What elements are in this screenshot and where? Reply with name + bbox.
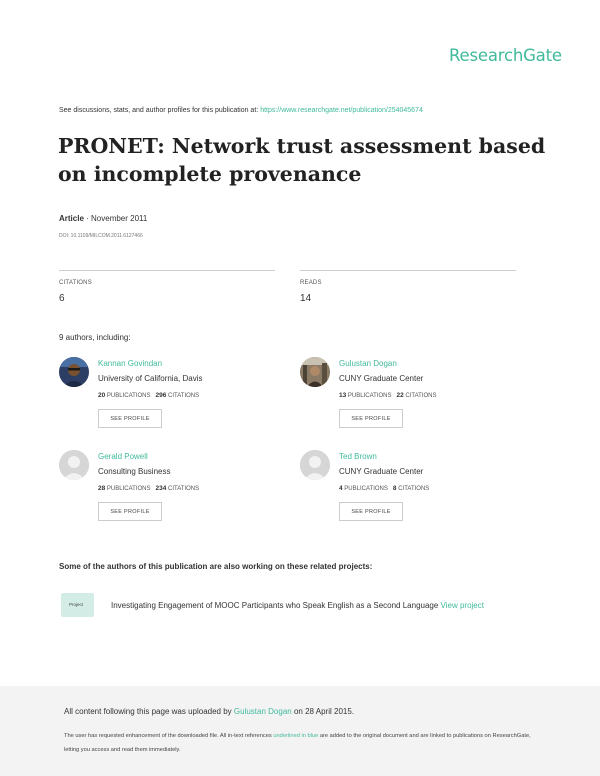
author-publications-label: PUBLICATIONS [344,486,388,492]
author-publications-count: 4 [339,485,343,492]
author-citations-count: 8 [392,485,397,492]
author-publications-count: 28 [98,485,106,492]
author-institution: CUNY Graduate Center [339,374,424,383]
project-icon-label: Project [69,602,84,607]
publication-doi: DOI: 10.1109/MILCOM.2011.6127466 [59,233,143,239]
reads-label: READS [300,280,322,286]
publication-kind: Article [59,214,84,223]
researchgate-logo[interactable]: ResearchGate [449,46,562,65]
author-citations-label: CITATIONS [168,393,200,399]
upload-suffix: on 28 April 2015. [293,707,355,716]
author-citations-label: CITATIONS [405,393,437,399]
upload-prefix: All content following this page was uploaded by [64,707,232,716]
intro-text: See discussions, stats, and author profiles for this publication at: [59,107,259,114]
upload-notice [64,707,354,716]
project-title: Investigating Engagement of MOOC Participants who Speak English as a Second Language [111,601,439,610]
author-institution: Consulting Business [98,467,171,476]
note-prefix: The user has requested enhancement of the downloaded file. All in-text references [64,733,272,739]
author-stats [339,392,437,399]
author-citations-count: 22 [396,392,404,399]
author-name-link[interactable]: Gulustan Dogan [339,359,397,368]
footer [0,686,600,776]
author-card [300,450,520,530]
project-item [111,601,484,610]
author-publications-count: 20 [98,392,106,399]
author-citations-label: CITATIONS [398,486,430,492]
author-publications-label: PUBLICATIONS [106,486,151,492]
author-publications-count: 13 [339,392,347,399]
publication-url-link[interactable]: https://www.researchgate.net/publication/254045674 [260,107,423,114]
publication-date: November 2011 [91,214,148,223]
author-publications-label: PUBLICATIONS [347,393,392,399]
see-profile-button[interactable]: SEE PROFILE [339,409,403,428]
project-icon [61,593,94,617]
reads-value: 14 [300,293,312,304]
underlined-link-sample: underlined in blue [273,733,319,739]
author-institution: University of California, Davis [98,374,203,383]
intro-line [59,107,423,114]
author-stats [98,392,199,399]
reads-divider [300,270,516,271]
citations-label: CITATIONS [59,280,92,286]
author-stats [339,485,429,492]
author-avatar[interactable] [300,357,330,387]
view-project-link[interactable]: View project [440,601,484,610]
see-profile-button[interactable]: SEE PROFILE [339,502,403,521]
note-suffix: are added to the original document and are linked to publications on ResearchGate, letting you access and read them immediately. [64,733,531,753]
author-publications-label: PUBLICATIONS [106,393,151,399]
uploader-link[interactable]: Gulustan Dogan [233,707,292,716]
publication-title: PRONET: Network trust assessment based on incomplete provenance [58,134,546,186]
authors-heading: 9 authors, including: [59,333,131,342]
author-card [59,450,279,530]
author-name-link[interactable]: Ted Brown [339,452,377,461]
publication-meta: Article · November 2011 [59,214,148,223]
author-name-link[interactable]: Kannan Govindan [98,359,163,368]
see-profile-button[interactable]: SEE PROFILE [98,502,162,521]
author-avatar[interactable] [59,357,89,387]
enhancement-note [64,729,534,757]
default-avatar-icon[interactable] [300,450,330,480]
default-avatar-icon[interactable] [59,450,89,480]
citations-divider [59,270,275,271]
author-card [300,357,520,437]
author-citations-count: 234 [155,485,167,492]
related-projects-heading: Some of the authors of this publication are also working on these related projects: [59,562,373,571]
author-citations-label: CITATIONS [168,486,200,492]
see-profile-button[interactable]: SEE PROFILE [98,409,162,428]
author-stats [98,485,199,492]
author-name-link[interactable]: Gerald Powell [98,452,148,461]
author-institution: CUNY Graduate Center [339,467,424,476]
citations-value: 6 [59,293,65,304]
author-card [59,357,279,437]
author-citations-count: 296 [155,392,167,399]
